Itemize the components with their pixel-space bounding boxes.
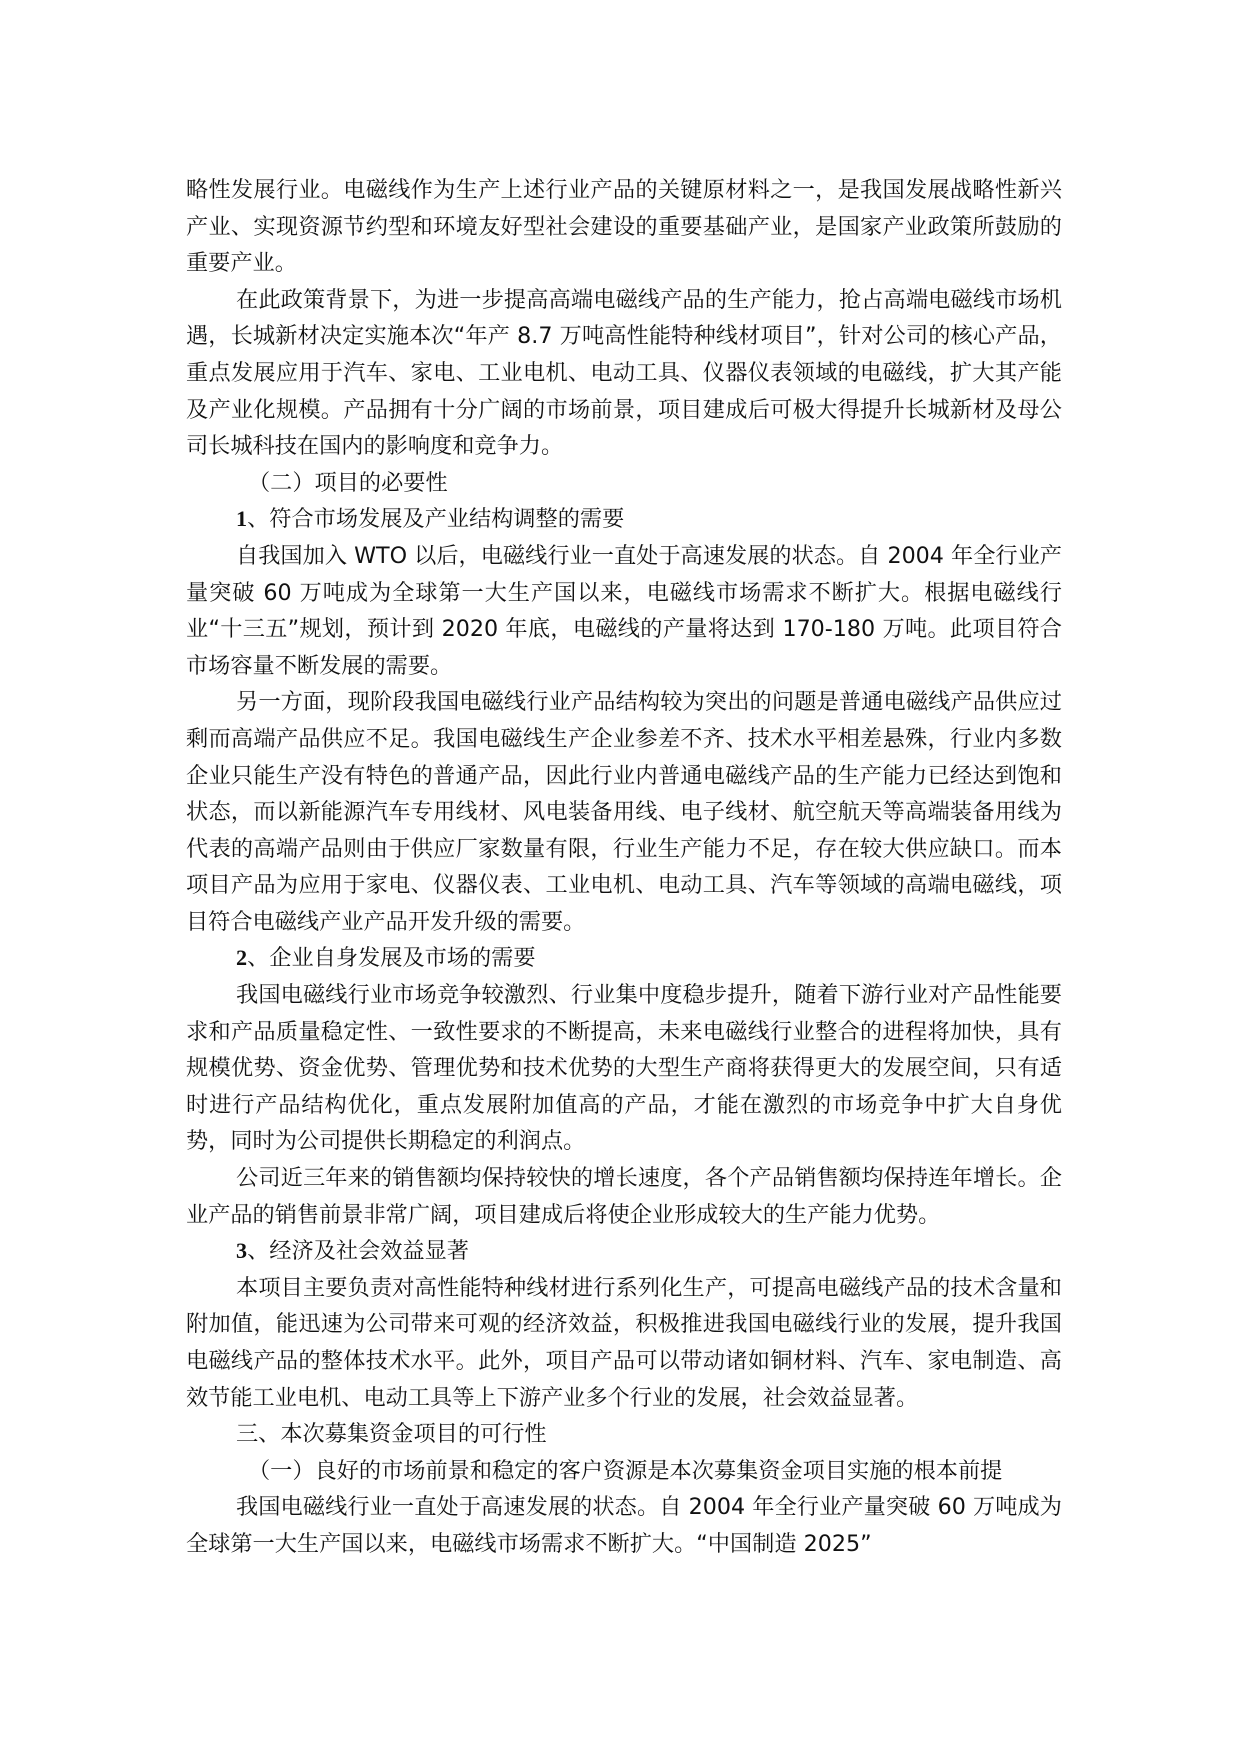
heading-text: 、企业自身发展及市场的需要: [247, 945, 536, 972]
paragraph-wto: 自我国加入 WTO 以后，电磁线行业一直处于高速发展的状态。自 2004 年全行业产量突破 60 万吨成为全球第一大生产国以来，电磁线市场需求不断扩大。根据电磁线行业“十三五”规划，预计到 2020 年底，电磁线的产量将达到 170-180 万吨。此项目符合市场容量不断发展的需要。: [186, 542, 1062, 679]
heading-number: 2: [236, 945, 248, 971]
heading-market-structure: [186, 501, 1062, 538]
heading-text: 、符合市场发展及产业结构调整的需要: [247, 506, 625, 533]
paragraph-sales-growth: 公司近三年来的销售额均保持较快的增长速度，各个产品销售额均保持连年增长。企业产品的销售前景非常广阔，项目建成后将使企业形成较大的生产能力优势。: [186, 1165, 1062, 1228]
paragraph-policy-background: 在此政策背景下，为进一步提高高端电磁线产品的生产能力，抢占高端电磁线市场机遇，长城新材决定实施本次“年产 8.7 万吨高性能特种线材项目”，针对公司的核心产品，重点发展应用于汽车、家电、工业电机、电动工具、仪器仪表领域的电磁线，扩大其产能及产业化规模。产品拥有十分广阔的市场前景，项目建成后可极大得提升长城新材及母公司长城科技在国内的影响度和竞争力。: [186, 286, 1062, 460]
paragraph-product-structure: 另一方面，现阶段我国电磁线行业产品结构较为突出的问题是普通电磁线产品供应过剩而高端产品供应不足。我国电磁线生产企业参差不齐、技术水平相差悬殊，行业内多数企业只能生产没有特色的普通产品，因此行业内普通电磁线产品的生产能力已经达到饱和状态，而以新能源汽车专用线材、风电装备用线、电子线材、航空航天等高端装备用线为代表的高端产品则由于供应厂家数量有限，行业生产能力不足，存在较大供应缺口。而本项目产品为应用于家电、仪器仪表、工业电机、电动工具、汽车等领域的高端电磁线，项目符合电磁线产业产品开发升级的需要。: [186, 689, 1062, 935]
heading-necessity: （二）项目的必要性: [248, 469, 448, 496]
heading-self-development: [186, 940, 1062, 977]
heading-text: 、经济及社会效益显著: [247, 1238, 469, 1265]
paragraph-strategic-industry: 略性发展行业。电磁线作为生产上述行业产品的关键原材料之一，是我国发展战略性新兴产业、实现资源节约型和环境友好型社会建设的重要基础产业，是国家产业政策所鼓励的重要产业。: [186, 177, 1062, 277]
heading-number: 3: [236, 1238, 248, 1264]
document-page: [186, 172, 1062, 1563]
heading-feasibility: 三、本次募集资金项目的可行性: [236, 1421, 547, 1448]
heading-economic-benefit: [186, 1233, 1062, 1270]
paragraph-industry-growth: 我国电磁线行业一直处于高速发展的状态。自 2004 年全行业产量突破 60 万吨成为全球第一大生产国以来，电磁线市场需求不断扩大。“中国制造 2025”: [186, 1494, 1062, 1557]
heading-number: 1: [236, 506, 248, 532]
paragraph-project-benefit: 本项目主要负责对高性能特种线材进行系列化生产，可提高电磁线产品的技术含量和附加值，能迅速为公司带来可观的经济效益，积极推进我国电磁线行业的发展，提升我国电磁线产品的整体技术水平。此外，项目产品可以带动诸如铜材料、汽车、家电制造、高效节能工业电机、电动工具等上下游产业多个行业的发展，社会效益显著。: [186, 1274, 1062, 1411]
paragraph-competition: 我国电磁线行业市场竞争较激烈、行业集中度稳步提升，随着下游行业对产品性能要求和产品质量稳定性、一致性要求的不断提高，未来电磁线行业整合的进程将加快，具有规模优势、资金优势、管理优势和技术优势的大型生产商将获得更大的发展空间，只有适时进行产品结构优化，重点发展附加值高的产品，才能在激烈的市场竞争中扩大自身优势，同时为公司提供长期稳定的利润点。: [186, 982, 1062, 1155]
heading-market-prospect: （一）良好的市场前景和稳定的客户资源是本次募集资金项目实施的根本前提: [248, 1457, 1003, 1484]
